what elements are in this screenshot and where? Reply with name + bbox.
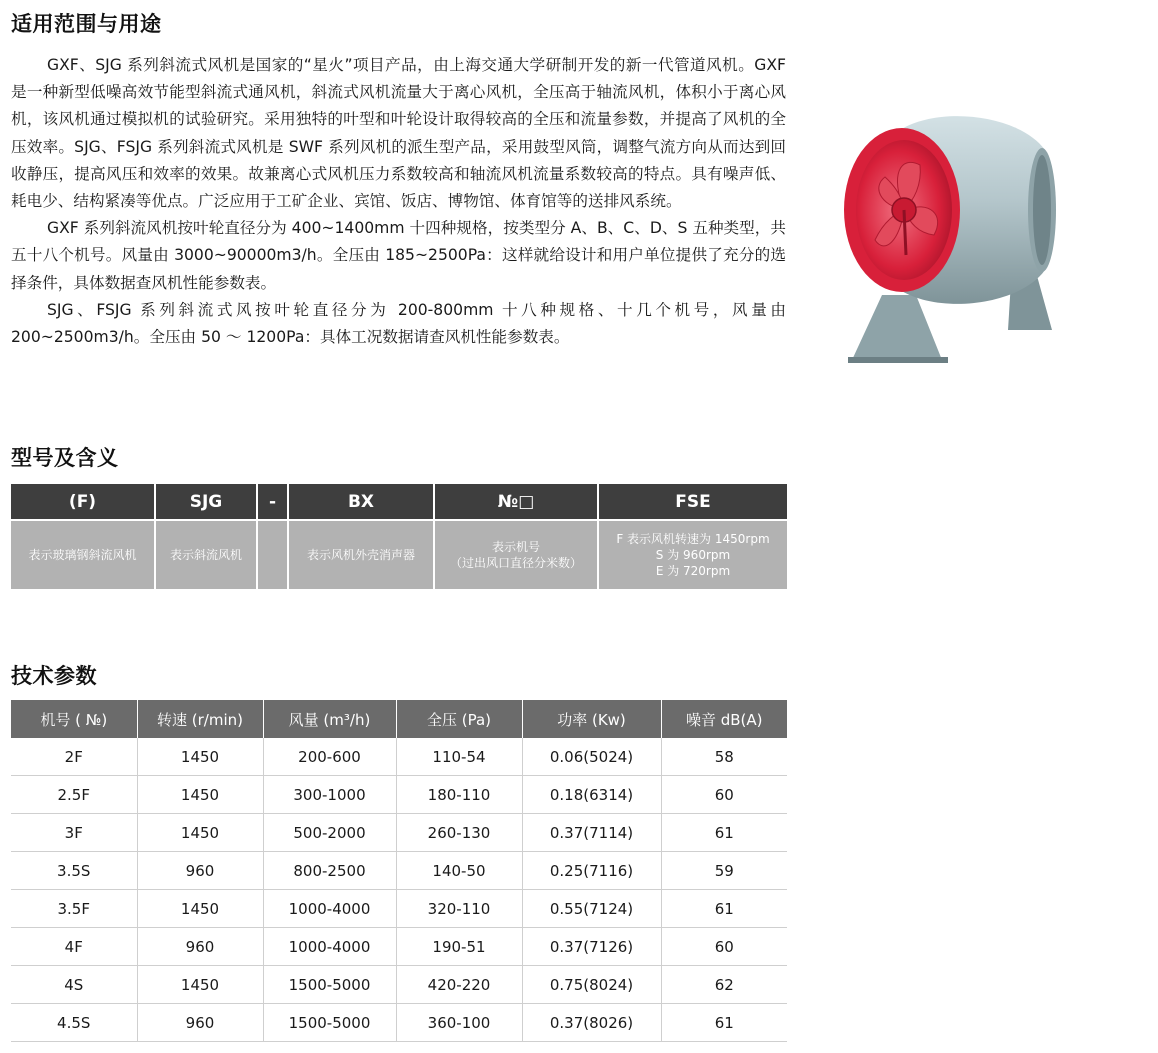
section-title-tech: 技术参数 [11,664,97,688]
cell-noise: 61 [661,890,787,928]
cell-noise: 58 [661,738,787,776]
desc-speed [599,521,787,589]
model-code-number: №□ [435,484,599,521]
fan-leg-front [852,295,942,360]
cell-pressure: 190-51 [396,928,522,966]
cell-model: 2.5F [11,776,137,814]
cell-speed: 960 [137,928,263,966]
desc-number-note: （过出风口直径分米数） [449,556,582,570]
model-code-glass: (F) [11,484,156,521]
desc-dash [258,521,289,589]
tech-header-row [11,700,787,738]
cell-airflow: 200-600 [263,738,396,776]
col-noise: 噪音 dB(A) [661,700,787,738]
cell-pressure: 180-110 [396,776,522,814]
cell-power: 0.06(5024) [522,738,661,776]
cell-airflow: 800-2500 [263,852,396,890]
cell-power: 0.55(7124) [522,890,661,928]
table-row [11,890,787,928]
cell-noise: 60 [661,776,787,814]
model-code-speed: FSE [599,484,787,521]
cell-model: 3.5F [11,890,137,928]
section-title-model: 型号及含义 [11,446,119,470]
section-title-usage: 适用范围与用途 [11,12,162,36]
col-pressure: 全压 (Pa) [396,700,522,738]
desc-silencer: 表示风机外壳消声器 [289,521,435,589]
desc-number [435,521,599,589]
intro-paragraph-2: GXF 系列斜流风机按叶轮直径分为 400~1400mm 十四种规格，按类型分 A、B、C、D、S 五种类型，共五十八个机号。风量由 3000~90000m3/h。全压由 185~2500Pa：这样就给设计和用户单位提供了充分的选择条件，具体数据查风机性能参数表。 [11,219,786,292]
desc-speed-s: S 为 960rpm [655,548,731,562]
cell-speed: 1450 [137,890,263,928]
cell-airflow: 1500-5000 [263,966,396,1004]
col-airflow: 风量 (m³/h) [263,700,396,738]
cell-model: 4F [11,928,137,966]
cell-airflow: 300-1000 [263,776,396,814]
desc-speed-e: E 为 720rpm [655,564,731,578]
table-row [11,776,787,814]
cell-speed: 960 [137,852,263,890]
table-row [11,852,787,890]
cell-airflow: 1000-4000 [263,890,396,928]
model-code-dash: - [258,484,289,521]
cell-speed: 960 [137,1004,263,1042]
cell-noise: 61 [661,1004,787,1042]
cell-pressure: 420-220 [396,966,522,1004]
cell-speed: 1450 [137,776,263,814]
desc-number-main: 表示机号 [491,540,540,554]
cell-model: 3.5S [11,852,137,890]
model-meaning-table [11,484,787,589]
cell-airflow: 1000-4000 [263,928,396,966]
cell-pressure: 140-50 [396,852,522,890]
desc-glass: 表示玻璃钢斜流风机 [11,521,156,589]
model-meaning-desc-row [11,521,787,589]
desc-series: 表示斜流风机 [156,521,258,589]
cell-model: 4S [11,966,137,1004]
cell-speed: 1450 [137,738,263,776]
cell-model: 2F [11,738,137,776]
cell-noise: 60 [661,928,787,966]
cell-model: 4.5S [11,1004,137,1042]
tech-params-table [11,700,787,1042]
cell-power: 0.37(8026) [522,1004,661,1042]
col-model-number: 机号 ( №) [11,700,137,738]
col-power: 功率 (Kw) [522,700,661,738]
fan-foot [848,357,948,363]
cell-power: 0.37(7114) [522,814,661,852]
cell-model: 3F [11,814,137,852]
cell-speed: 1450 [137,814,263,852]
model-code-silencer: BX [289,484,435,521]
cell-speed: 1450 [137,966,263,1004]
cell-power: 0.18(6314) [522,776,661,814]
desc-speed-f: F 表示风机转速为 1450rpm [616,532,770,546]
table-row [11,738,787,776]
cell-pressure: 360-100 [396,1004,522,1042]
table-row [11,928,787,966]
cell-noise: 59 [661,852,787,890]
table-row [11,1004,787,1042]
cell-pressure: 260-130 [396,814,522,852]
cell-power: 0.75(8024) [522,966,661,1004]
intro-paragraph-3: SJG、FSJG 系列斜流式风按叶轮直径分为 200-800mm 十八种规格、十几个机号，风量由 200~2500m3/h。全压由 50 ～ 1200Pa：具体工况数据请查风机性能参数表。 [11,300,786,347]
cell-pressure: 320-110 [396,890,522,928]
fan-image [830,95,1070,370]
cell-power: 0.37(7126) [522,928,661,966]
col-speed: 转速 (r/min) [137,700,263,738]
intro-paragraph-1: GXF、SJG 系列斜流式风机是国家的“星火”项目产品，由上海交通大学研制开发的新一代管道风机。GXF 是一种新型低噪高效节能型斜流式通风机，斜流式风机流量大于离心风机，全压高于轴流风机，体积小于离心风机，该风机通过模拟机的试验研究。采用独特的叶型和叶轮设计取得较高的全压和流量参数，并提高了风机的全压效率。SJG、FSJG 系列斜流式风机是 SWF 系列风机的派生型产品，采用鼓型风筒，调整气流方向从而达到回收静压，提高风压和效率的效果。故兼离心式风机压力系数较高和轴流风机流量系数较高的特点。具有噪声低、耗电少、结构紧凑等优点。广泛应用于工矿企业、宾馆、饭店、博物馆、体育馆等的送排风系统。 [11,56,786,211]
cell-airflow: 1500-5000 [263,1004,396,1042]
model-code-series: SJG [156,484,258,521]
cell-noise: 62 [661,966,787,1004]
table-row [11,814,787,852]
cell-pressure: 110-54 [396,738,522,776]
model-meaning-header-row [11,484,787,521]
cell-noise: 61 [661,814,787,852]
intro-text [11,52,786,351]
cell-power: 0.25(7116) [522,852,661,890]
cell-airflow: 500-2000 [263,814,396,852]
table-row [11,966,787,1004]
